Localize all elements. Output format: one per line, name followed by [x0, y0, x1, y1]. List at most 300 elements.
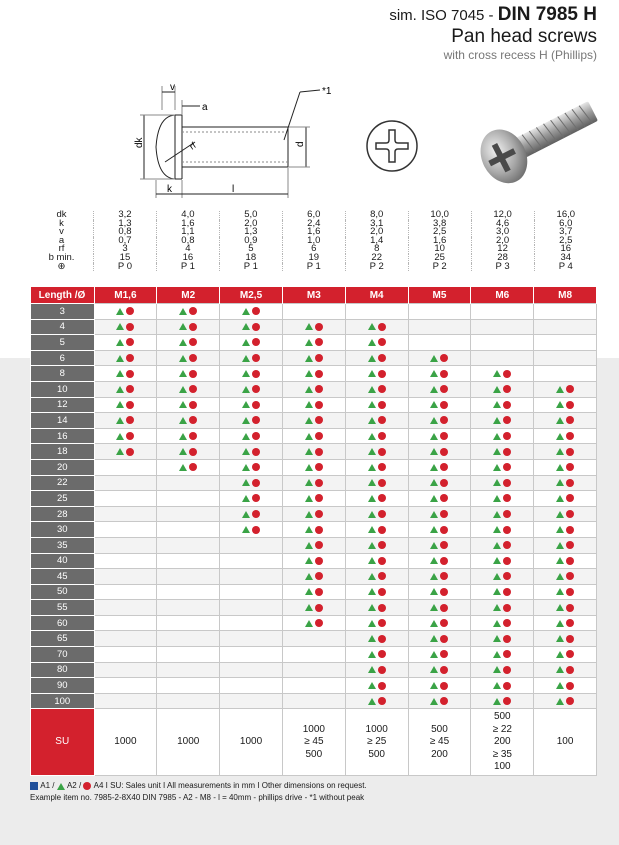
availability-cell — [408, 459, 471, 475]
a4-circle-icon — [378, 619, 386, 627]
sales-unit-value: ≥ 25 — [366, 736, 387, 748]
length-row — [31, 537, 597, 553]
a4-circle-icon — [189, 416, 197, 424]
a4-circle-icon — [440, 385, 448, 393]
a2-triangle-icon — [493, 448, 501, 455]
a2-triangle-icon — [305, 542, 313, 549]
a2-triangle-icon — [556, 573, 564, 580]
sales-unit-value: ≥ 45 — [304, 736, 324, 748]
availability-cell — [408, 319, 471, 335]
availability-cell — [220, 693, 283, 709]
a4-circle-icon — [126, 432, 134, 440]
a4-circle-icon — [378, 416, 386, 424]
a2-triangle-icon — [242, 511, 250, 518]
availability-cell — [94, 693, 157, 709]
a2-triangle-icon — [116, 370, 124, 377]
a2-triangle-icon — [556, 511, 564, 518]
dimension-value: 34 — [560, 251, 572, 263]
a2-triangle-icon — [430, 557, 438, 564]
dimension-value: 2,5 — [408, 228, 471, 237]
sales-unit-value: 200 — [431, 748, 448, 760]
a4-circle-icon — [252, 448, 260, 456]
availability-cell — [534, 662, 597, 678]
dimension-value: 2,0 — [219, 220, 282, 229]
availability-cell — [534, 693, 597, 709]
a4-circle-icon — [566, 494, 574, 502]
a4-circle-icon — [440, 401, 448, 409]
dimension-value: 3,8 — [408, 220, 471, 229]
a2-triangle-icon — [179, 401, 187, 408]
screw-photo — [470, 85, 602, 195]
availability-cell — [282, 662, 345, 678]
dimension-label: k — [30, 220, 94, 229]
availability-cell — [94, 569, 157, 585]
availability-cell — [157, 459, 220, 475]
label-v: v — [170, 82, 175, 93]
length-cell: 70 — [31, 647, 95, 663]
dimension-value: 8,0 — [345, 211, 408, 220]
length-row — [31, 600, 597, 616]
a4-circle-icon — [378, 650, 386, 658]
a4-circle-icon — [315, 338, 323, 346]
length-row — [31, 491, 597, 507]
a2-triangle-icon — [305, 323, 313, 330]
a4-circle-icon — [440, 541, 448, 549]
availability-cell — [220, 319, 283, 335]
a4-circle-icon — [440, 416, 448, 424]
a4-circle-icon — [440, 619, 448, 627]
a2-triangle-icon — [430, 417, 438, 424]
a2-triangle-icon — [556, 433, 564, 440]
a2-triangle-icon — [493, 573, 501, 580]
availability-cell — [94, 428, 157, 444]
availability-cell — [345, 350, 408, 366]
a4-circle-icon — [126, 307, 134, 315]
label-d: d — [295, 141, 306, 147]
a2-triangle-icon — [305, 370, 313, 377]
availability-cell — [157, 693, 220, 709]
availability-cell — [94, 631, 157, 647]
sales-unit-value: 1000 — [177, 736, 200, 748]
a2-triangle-icon — [493, 479, 501, 486]
length-cell: 3 — [31, 304, 95, 320]
a4-circle-icon — [315, 588, 323, 596]
a4-circle-icon — [126, 416, 134, 424]
availability-cell — [157, 522, 220, 538]
a2-triangle-icon — [179, 339, 187, 346]
a4-circle-icon — [189, 448, 197, 456]
availability-cell — [220, 475, 283, 491]
a4-circle-icon — [566, 463, 574, 471]
availability-cell — [534, 366, 597, 382]
a2-triangle-icon — [556, 526, 564, 533]
availability-cell — [534, 381, 597, 397]
sales-unit-cell — [471, 709, 534, 776]
a4-circle-icon — [315, 385, 323, 393]
a4-circle-icon — [315, 354, 323, 362]
availability-table — [30, 287, 597, 776]
a4-circle-icon — [566, 650, 574, 658]
a4-circle-icon — [566, 697, 574, 705]
availability-cell — [471, 537, 534, 553]
a4-circle-icon — [378, 494, 386, 502]
availability-cell — [220, 537, 283, 553]
a2-triangle-icon — [305, 526, 313, 533]
availability-cell — [282, 678, 345, 694]
size-column-header: M2 — [157, 287, 220, 304]
a2-triangle-icon — [368, 464, 376, 471]
availability-cell — [94, 584, 157, 600]
availability-cell — [408, 428, 471, 444]
availability-cell — [94, 366, 157, 382]
a4-circle-icon — [566, 666, 574, 674]
length-cell: 100 — [31, 693, 95, 709]
a4-circle-icon — [126, 323, 134, 331]
availability-cell — [220, 553, 283, 569]
a2-triangle-icon — [430, 542, 438, 549]
label-k: k — [167, 184, 172, 195]
a2-triangle-icon — [116, 417, 124, 424]
dimension-value: 3,2 — [94, 211, 157, 220]
dimension-value: P 2 — [408, 263, 471, 272]
availability-cell — [94, 335, 157, 351]
dimension-value: 3,1 — [345, 220, 408, 229]
dimension-value: 16 — [156, 254, 219, 263]
availability-cell — [282, 444, 345, 460]
a4-circle-icon — [503, 494, 511, 502]
a2-triangle-icon — [242, 526, 250, 533]
availability-cell — [94, 444, 157, 460]
a2-triangle-icon — [179, 323, 187, 330]
a4-circle-icon — [126, 448, 134, 456]
availability-cell — [282, 304, 345, 320]
a4-circle-icon — [503, 416, 511, 424]
availability-cell — [408, 553, 471, 569]
a2-triangle-icon — [368, 479, 376, 486]
availability-cell — [534, 553, 597, 569]
dimensions-table — [30, 211, 597, 271]
a4-circle-icon — [378, 323, 386, 331]
dimension-value: P 4 — [558, 260, 573, 272]
a2-triangle-icon — [368, 620, 376, 627]
availability-cell — [282, 475, 345, 491]
length-cell: 90 — [31, 678, 95, 694]
a2-triangle-icon — [179, 417, 187, 424]
example-item: Example item no. 7985-2-8X40 DIN 7985 - A2 - M8 - l = 40mm - phillips drive - *1 without peak — [30, 793, 365, 803]
a2-triangle-icon — [556, 401, 564, 408]
a4-circle-icon — [440, 354, 448, 362]
a4-circle-icon — [252, 401, 260, 409]
a2-triangle-icon — [242, 433, 250, 440]
sales-unit-value: 1000 — [239, 736, 263, 748]
a4-circle-icon — [566, 619, 574, 627]
a4-circle-icon — [126, 354, 134, 362]
availability-cell — [345, 304, 408, 320]
dimension-value: 8 — [345, 245, 408, 254]
a4-circle-icon — [315, 572, 323, 580]
availability-cell — [282, 647, 345, 663]
availability-cell — [471, 647, 534, 663]
a2-triangle-icon — [368, 386, 376, 393]
a2-triangle-icon — [493, 526, 501, 533]
phillips-recess-icon — [360, 118, 424, 174]
a2-triangle-icon — [556, 682, 564, 689]
availability-cell — [220, 506, 283, 522]
sales-unit-row — [31, 709, 597, 776]
a2-triangle-icon — [305, 433, 313, 440]
a2-triangle-icon — [430, 651, 438, 658]
a2-triangle-icon — [179, 308, 187, 315]
availability-cell — [534, 444, 597, 460]
dimension-value: P 1 — [156, 263, 219, 272]
availability-cell — [94, 413, 157, 429]
a2-triangle-icon — [493, 635, 501, 642]
size-column-header: M3 — [282, 287, 345, 304]
availability-cell — [534, 304, 597, 320]
sales-unit-value: 1000 — [365, 723, 388, 735]
availability-cell — [94, 615, 157, 631]
a2-triangle-icon — [305, 604, 313, 611]
availability-cell — [471, 319, 534, 335]
availability-cell — [157, 428, 220, 444]
a4-circle-icon — [378, 448, 386, 456]
length-cell: 5 — [31, 335, 95, 351]
sales-unit-cell — [282, 709, 345, 776]
availability-cell — [345, 319, 408, 335]
a2-triangle-icon — [493, 698, 501, 705]
a2-triangle-icon — [430, 682, 438, 689]
availability-cell — [282, 506, 345, 522]
length-cell: 25 — [31, 491, 95, 507]
availability-cell — [220, 491, 283, 507]
a4-circle-icon — [440, 635, 448, 643]
dimension-value: 16 — [560, 243, 572, 255]
a4-circle-icon — [378, 370, 386, 378]
a4-circle-icon — [503, 463, 511, 471]
a4-circle-icon — [189, 354, 197, 362]
availability-cell — [471, 693, 534, 709]
a4-circle-icon — [378, 401, 386, 409]
availability-cell — [408, 397, 471, 413]
standard-sim: sim. ISO 7045 - — [389, 7, 498, 24]
availability-cell — [345, 366, 408, 382]
availability-cell — [408, 491, 471, 507]
length-cell: 14 — [31, 413, 95, 429]
availability-cell — [220, 304, 283, 320]
availability-cell — [471, 381, 534, 397]
availability-cell — [408, 693, 471, 709]
sales-unit-value: 1000 — [114, 736, 137, 748]
availability-cell — [408, 475, 471, 491]
availability-cell — [157, 381, 220, 397]
dimension-label: b min. — [30, 254, 94, 263]
a2-triangle-icon — [368, 433, 376, 440]
availability-cell — [534, 397, 597, 413]
label-note: *1 — [322, 86, 332, 97]
availability-cell — [94, 475, 157, 491]
availability-cell — [534, 475, 597, 491]
a2-triangle-icon — [368, 682, 376, 689]
dimension-value: 16,0 — [556, 209, 576, 220]
a2-triangle-icon — [430, 635, 438, 642]
a2-triangle-icon — [493, 588, 501, 595]
a2-triangle-icon — [242, 448, 250, 455]
a4-circle-icon — [440, 370, 448, 378]
dimension-value: P 3 — [471, 263, 534, 272]
a4-circle-icon — [378, 682, 386, 690]
availability-cell — [220, 366, 283, 382]
dimension-value: P 0 — [94, 263, 157, 272]
availability-cell — [471, 553, 534, 569]
length-row — [31, 304, 597, 320]
a2-triangle-icon — [368, 666, 376, 673]
availability-cell — [471, 428, 534, 444]
dimension-value: 0,9 — [219, 237, 282, 246]
availability-cell — [345, 413, 408, 429]
a2-triangle-icon — [430, 448, 438, 455]
sales-unit-value: ≥ 22 — [492, 723, 512, 735]
availability-cell — [345, 381, 408, 397]
a2-triangle-icon — [430, 604, 438, 611]
a4-circle-icon — [503, 541, 511, 549]
a2-triangle-icon — [179, 355, 187, 362]
length-row — [31, 335, 597, 351]
dimension-value: 6,0 — [282, 211, 345, 220]
a4-circle-icon — [566, 682, 574, 690]
a4-circle-icon — [315, 432, 323, 440]
a4-circle-icon — [503, 510, 511, 518]
legend — [30, 780, 367, 804]
a2-triangle-icon — [493, 495, 501, 502]
a2-triangle-icon — [368, 370, 376, 377]
dimension-value: 10,0 — [408, 211, 471, 220]
size-column-header: M4 — [345, 287, 408, 304]
availability-cell — [220, 444, 283, 460]
sales-unit-value: 500 — [493, 711, 511, 723]
a4-circle-icon — [503, 682, 511, 690]
a2-triangle-icon — [368, 323, 376, 330]
a4-circle-icon — [252, 463, 260, 471]
length-cell: 12 — [31, 397, 95, 413]
availability-cell — [94, 459, 157, 475]
availability-cell — [471, 304, 534, 320]
availability-cell — [408, 335, 471, 351]
a4-circle-icon — [189, 338, 197, 346]
a2-triangle-icon — [116, 386, 124, 393]
screw-head-outline — [156, 115, 175, 179]
a4-circle-icon — [378, 697, 386, 705]
a2-triangle-icon — [430, 433, 438, 440]
a4-circle-icon — [440, 510, 448, 518]
availability-cell — [345, 678, 408, 694]
a4-circle-icon — [503, 619, 511, 627]
a4-circle-icon — [189, 385, 197, 393]
availability-cell — [471, 366, 534, 382]
availability-cell — [534, 631, 597, 647]
a4-circle-icon — [378, 666, 386, 674]
availability-cell — [94, 678, 157, 694]
availability-cell — [345, 662, 408, 678]
availability-cell — [345, 647, 408, 663]
length-cell: 6 — [31, 350, 95, 366]
length-cell: 50 — [31, 584, 95, 600]
dimension-label: v — [30, 228, 94, 237]
a4-circle-icon — [378, 510, 386, 518]
a4-circle-icon — [126, 385, 134, 393]
sales-unit-cell — [220, 709, 283, 776]
availability-cell — [94, 647, 157, 663]
a4-circle-icon — [566, 588, 574, 596]
length-cell: 10 — [31, 381, 95, 397]
availability-cell — [408, 569, 471, 585]
label-rf: rf — [187, 140, 198, 152]
a2-triangle-icon — [242, 308, 250, 315]
a4-circle-icon — [440, 557, 448, 565]
a2-triangle-icon — [305, 511, 313, 518]
a2-triangle-icon — [179, 464, 187, 471]
a2-triangle-icon — [368, 417, 376, 424]
dimension-value: 6,0 — [559, 217, 573, 229]
legend-separator: / — [76, 781, 84, 790]
length-row — [31, 693, 597, 709]
availability-cell — [282, 615, 345, 631]
a2-triangle-icon — [493, 604, 501, 611]
a2-triangle-icon — [493, 401, 501, 408]
a4-circle-icon — [252, 494, 260, 502]
a2-triangle-icon — [493, 682, 501, 689]
dimension-value: 5,0 — [219, 211, 282, 220]
availability-cell — [94, 537, 157, 553]
a2-triangle-icon — [556, 635, 564, 642]
length-cell: 22 — [31, 475, 95, 491]
dimension-value: 1,3 — [219, 228, 282, 237]
availability-cell — [157, 662, 220, 678]
a4-circle-icon — [566, 401, 574, 409]
length-cell: 40 — [31, 553, 95, 569]
availability-cell — [282, 584, 345, 600]
availability-cell — [94, 522, 157, 538]
availability-cell — [282, 522, 345, 538]
legend-separator: / — [50, 781, 57, 790]
availability-cell — [157, 647, 220, 663]
a2-triangle-icon — [242, 386, 250, 393]
length-row — [31, 397, 597, 413]
availability-cell — [220, 413, 283, 429]
a4-circle-icon — [378, 635, 386, 643]
availability-cell — [471, 459, 534, 475]
sales-unit-cell — [157, 709, 220, 776]
dimension-value: 2,0 — [345, 228, 408, 237]
a4-circle-icon — [503, 526, 511, 534]
a4-circle-icon — [566, 541, 574, 549]
a4-circle-icon — [83, 782, 91, 790]
sales-unit-value: 100 — [493, 761, 511, 773]
a4-circle-icon — [189, 323, 197, 331]
availability-cell — [345, 537, 408, 553]
availability-cell — [408, 584, 471, 600]
length-cell: 20 — [31, 459, 95, 475]
a2-triangle-icon — [430, 588, 438, 595]
sales-unit-value: 500 — [431, 723, 448, 735]
availability-cell — [282, 553, 345, 569]
length-cell: 16 — [31, 428, 95, 444]
a4-circle-icon — [315, 416, 323, 424]
a2-triangle-icon — [368, 635, 376, 642]
a2-triangle-icon — [430, 666, 438, 673]
a4-circle-icon — [252, 510, 260, 518]
availability-cell — [408, 600, 471, 616]
availability-cell — [345, 475, 408, 491]
